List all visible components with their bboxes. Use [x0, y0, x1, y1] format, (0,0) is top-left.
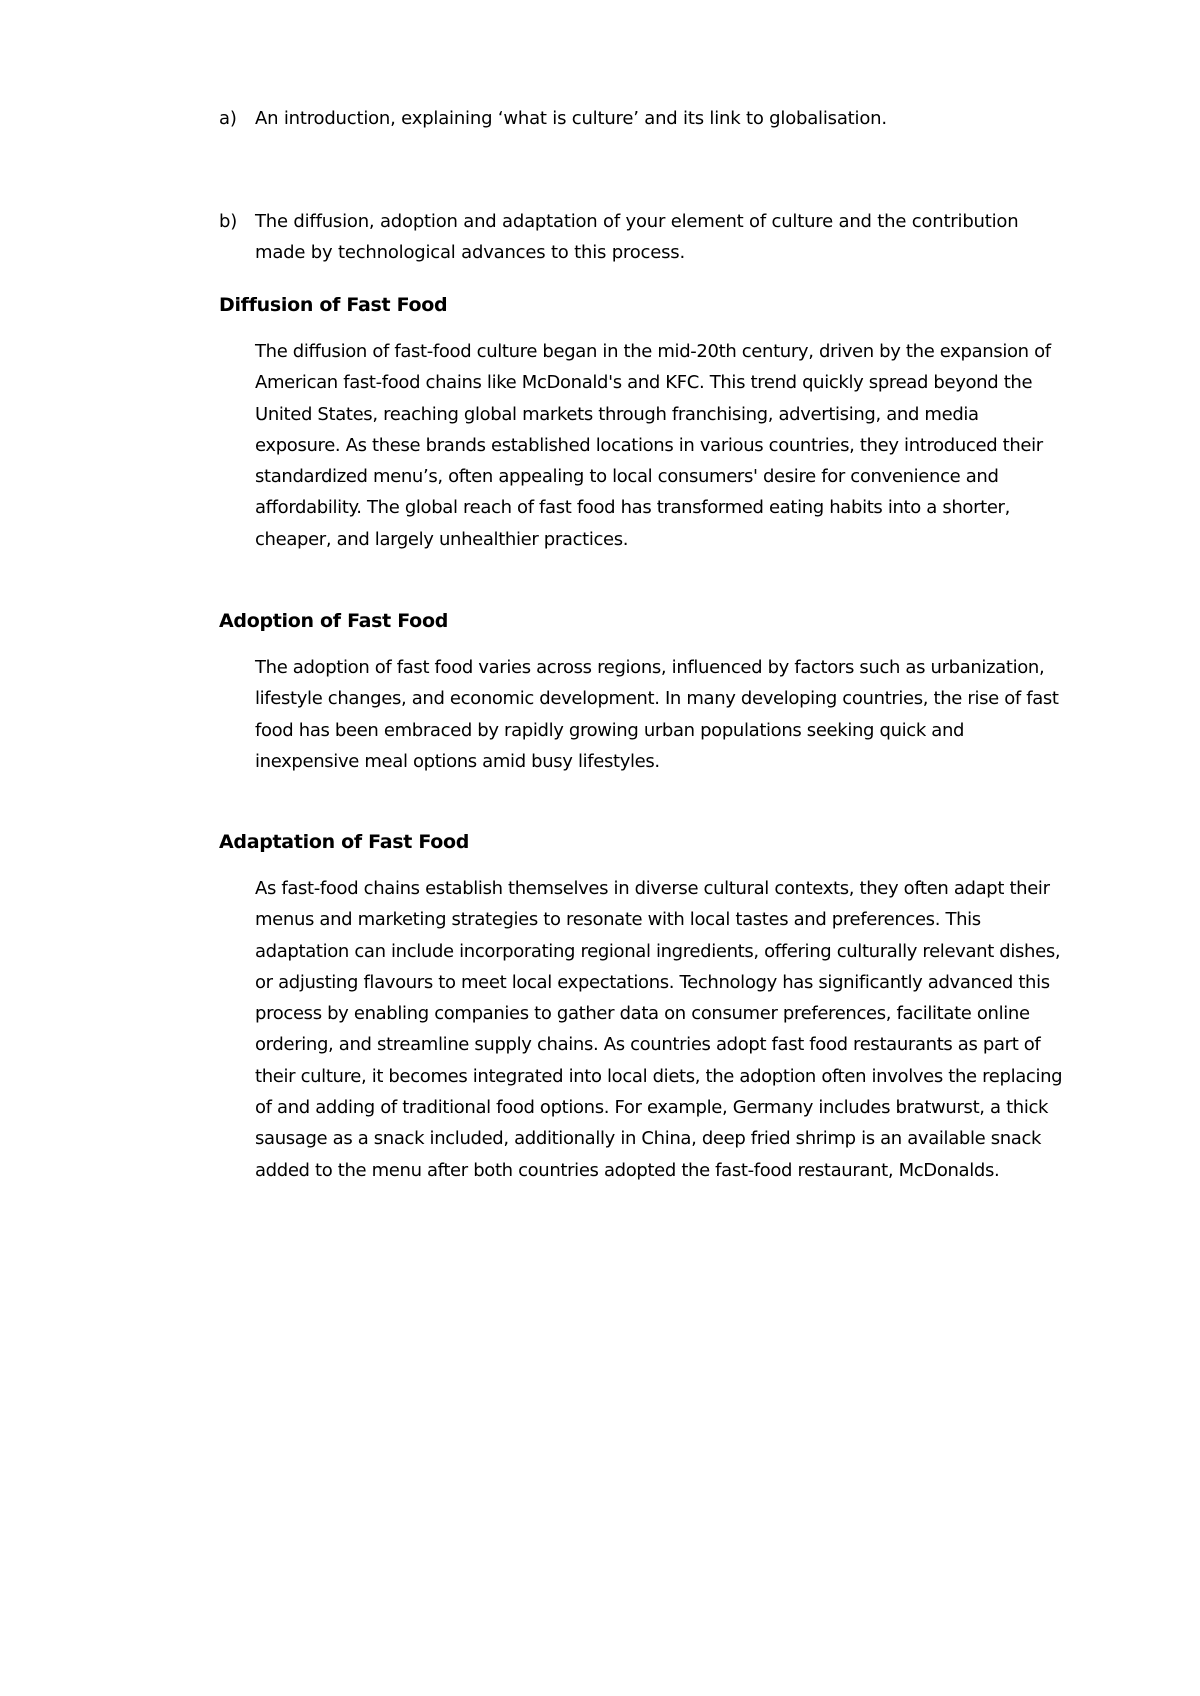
list-text-a: An introduction, explaining ‘what is culture’ and its link to globalisation. [255, 108, 887, 129]
heading-adoption: Adoption of Fast Food [219, 610, 448, 632]
list-marker-a: a) [219, 108, 237, 129]
list-marker-b: b) [219, 211, 238, 232]
paragraph-adaptation: As fast-food chains establish themselves in diverse cultural contexts, they often adapt their menus and marketing strategies to resonate with local tastes and preferences. This adaptation can include incorporating regional ingredients, offering culturally relevant dishes, or adjusting flavours to meet local expectations. Technology has significantly advanced this process by enabling companies to gather data on consumer preferences, facilitate online ordering, and streamline supply chains. As countries adopt fast food restaurants as part of their culture, it becomes integrated into local diets, the adoption often involves the replacing of and adding of traditional food options. For example, Germany includes bratwurst, a thick sausage as a snack included, additionally in China, deep fried shrimp is an available snack added to the menu after both countries adopted the fast-food restaurant, McDonalds. [255, 878, 1063, 1181]
heading-diffusion: Diffusion of Fast Food [219, 294, 448, 316]
paragraph-diffusion: The diffusion of fast-food culture began in the mid-20th century, driven by the expansion of American fast-food chains like McDonald's and KFC. This trend quickly spread beyond the United States, reaching global markets through franchising, advertising, and media exposure. As these brands established locations in various countries, they introduced their standardized menu’s, often appealing to local consumers' desire for convenience and affordability. The global reach of fast food has transformed eating habits into a shorter, cheaper, and largely unhealthier practices. [255, 341, 1051, 550]
list-text-b: The diffusion, adoption and adaptation of your element of culture and the contribution made by technological advances to this process. [255, 211, 1019, 263]
heading-adaptation: Adaptation of Fast Food [219, 831, 470, 853]
paragraph-adoption: The adoption of fast food varies across regions, influenced by factors such as urbanization, lifestyle changes, and economic development. In many developing countries, the rise of fast food has been embraced by rapidly growing urban populations seeking quick and inexpensive meal options amid busy lifestyles. [255, 657, 1059, 772]
list-item-a [219, 103, 1059, 134]
list-item-b [219, 206, 1059, 268]
